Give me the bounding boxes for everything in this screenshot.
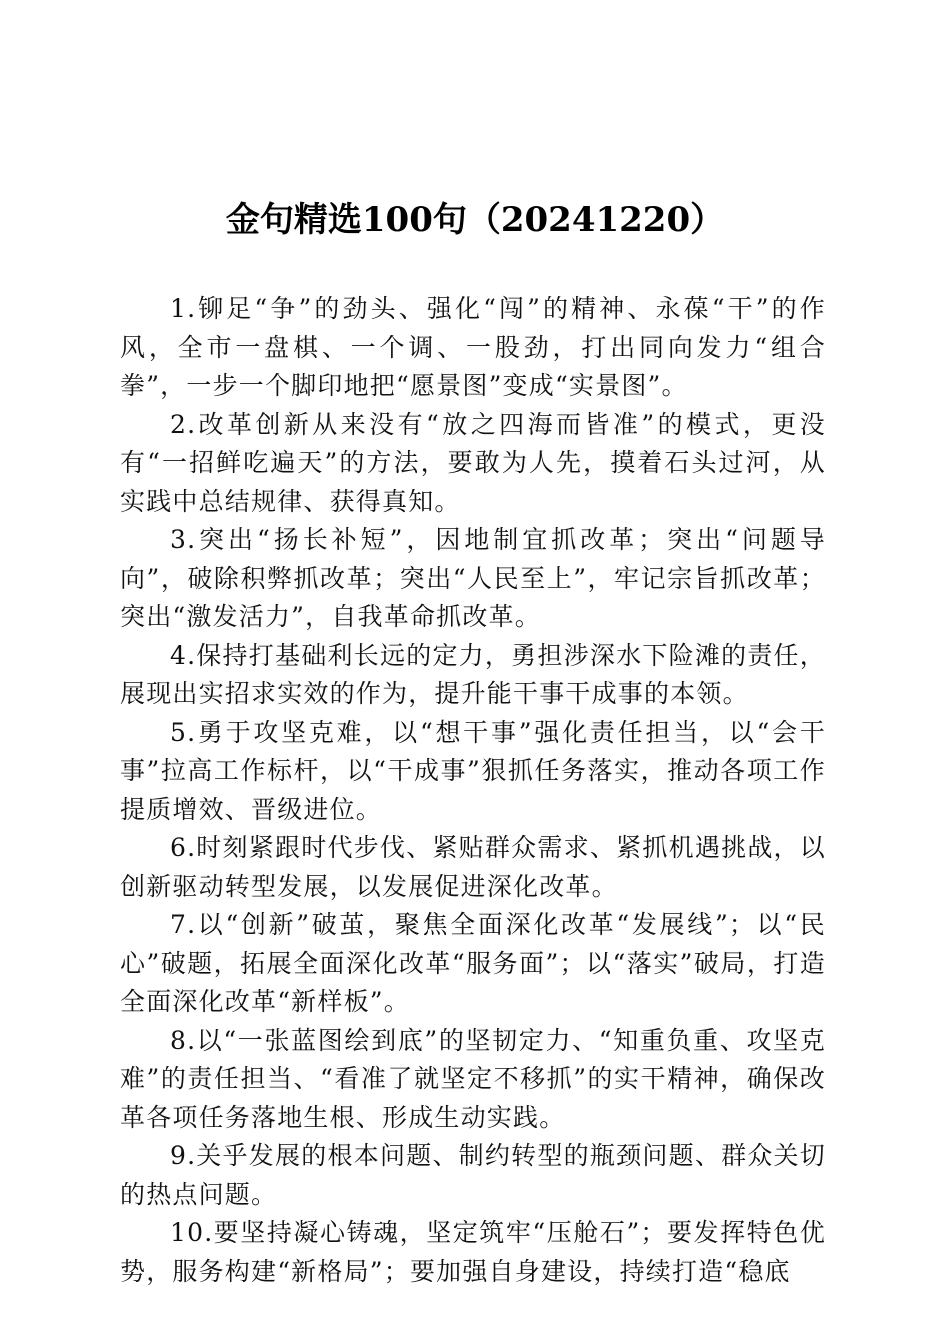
document-title: 金句精选100句（20241220） xyxy=(225,200,725,240)
paragraph-4: 4.保持打基础利长远的定力，勇担涉深水下险滩的责任，展现出实招求实效的作为，提升能干事干成事的本领。 xyxy=(120,640,826,708)
paragraph-6: 6.时刻紧跟时代步伐、紧贴群众需求、紧抓机遇挑战，以创新驱动转型发展，以发展促进深化改革。 xyxy=(120,833,826,901)
paragraph-8: 8.以“一张蓝图绘到底”的坚韧定力、“知重负重、攻坚克难”的责任担当、“看准了就坚定不移抓”的实干精神，确保改革各项任务落地生根、形成生动实践。 xyxy=(120,1025,826,1132)
paragraph-7: 7.以“创新”破茧，聚焦全面深化改革“发展线”；以“民心”破题，拓展全面深化改革“服务面”；以“落实”破局，打造全面深化改革“新样板”。 xyxy=(120,910,826,1016)
paragraph-9: 9.关乎发展的根本问题、制约转型的瓶颈问题、群众关切的热点问题。 xyxy=(120,1141,826,1209)
paragraph-10: 10.要坚持凝心铸魂，坚定筑牢“压舱石”；要发挥特色优势，服务构建“新格局”；要加强自身建设，持续打造“稳底 xyxy=(120,1218,826,1286)
paragraph-5: 5.勇于攻坚克难，以“想干事”强化责任担当，以“会干事”拉高工作标杆，以“干成事”狠抓任务落实，推动各项工作提质增效、晋级进位。 xyxy=(120,717,826,824)
document-body xyxy=(120,290,826,1291)
paragraph-2: 2.改革创新从来没有“放之四海而皆准”的模式，更没有“一招鲜吃遍天”的方法，要敢为人先，摸着石头过河，从实践中总结规律、获得真知。 xyxy=(120,409,826,516)
paragraph-1: 1.铆足“争”的劲头、强化“闯”的精神、永葆“干”的作风，全市一盘棋、一个调、一股劲，打出同向发力“组合拳”，一步一个脚印地把“愿景图”变成“实景图”。 xyxy=(120,294,826,400)
paragraph-3: 3.突出“扬长补短”，因地制宜抓改革；突出“问题导向”，破除积弊抓改革；突出“人民至上”，牢记宗旨抓改革；突出“激发活力”，自我革命抓改革。 xyxy=(120,525,826,631)
